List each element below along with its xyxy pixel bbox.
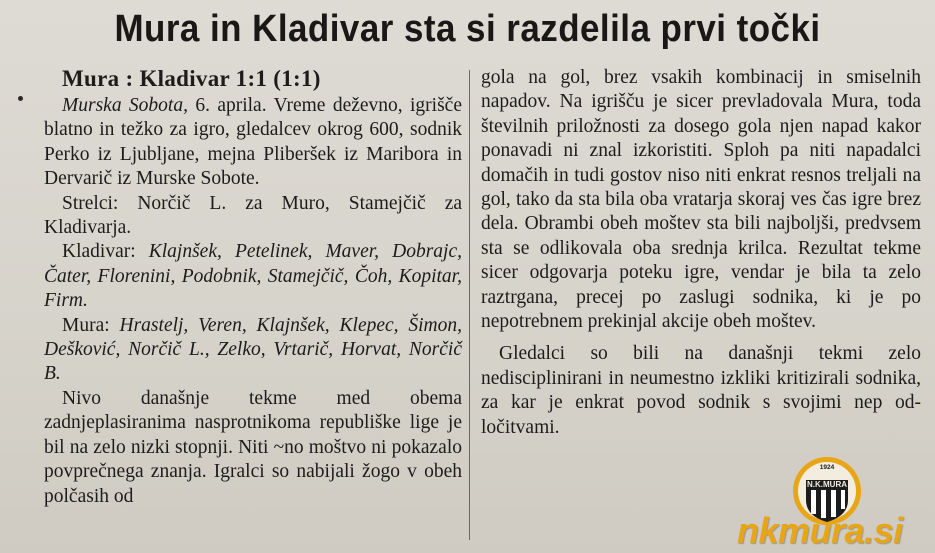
mura-label: Mura:	[62, 314, 120, 336]
paragraph-play: gola na gol, brez vsakih kombinacij in smiselnih napadov. Na igrišču je sicer prevladovala Mura, toda številnih priložnosti za dosego gola njen napad kakor ponavadi ni znal izkoristiti. Sploh pa niti napadalci domačih in tudi gostov niso niti enkrat resnos treljali na gol, tako da sta bila oba vratarja skoraj ves čas igre brez dela. Obrambi obeh moštev sta bili najboljši, predvsem sta se odlikovala oba srednja krilca. Rezultat tekme sicer odgovarja poteku igre, vendar je bila ta zelo raztrgana, precej po zaslugi sodnika, ki je po nepotrebnem prekinjal akcije obeh moštev.	[481, 67, 921, 333]
kladivar-label: Kladivar:	[62, 241, 149, 263]
left-column	[44, 66, 462, 509]
match-details	[44, 94, 462, 192]
paragraph-spectators: Gledalci so bili na današnji tekmi zelo nedisciplinirani in neumestno izkliki kritizirali sodnika, za kar je enkrat povod sodnik s svojimi nep od- ločitvami.	[481, 343, 921, 438]
kladivar-lineup	[44, 240, 462, 313]
headline: Mura in Kladivar sta si razdelila prvi točki	[114, 8, 821, 50]
logo-year: 1924	[819, 464, 835, 471]
scorers: Strelci: Norčič L. za Muro, Stamejčič za Kladivarja.	[44, 192, 462, 239]
mura-lineup	[44, 314, 462, 387]
kladivar-players: Klajnšek, Petelinek, Maver, Dobrajc, Čater, Florenini, Podobnik, Stamejčič, Čoh, Kopitar, Firm.	[44, 241, 463, 312]
dateline-place: Murska Sobota,	[62, 95, 188, 116]
right-column	[481, 66, 921, 440]
mura-players: Hrastelj, Veren, Klajnšek, Klepec, Šimon, Dešković, Norčič L., Zelko, Vrtarič, Horvat, Norčič B.	[44, 314, 463, 385]
match-result: Mura : Kladivar 1:1 (1:1)	[62, 66, 321, 91]
paragraph-level: Nivo današnje tekme med obema zadnjeplasiranima nasprotnikoma republiške lige je bil na zelo nizki stopnji. Niti ~no moštvo ni pokazalo povprečnega znanja. Igralci so nabijali žogo v obeh polčasih od	[44, 387, 462, 507]
logo-text: N.K.MURA	[807, 480, 847, 489]
bullet-mark	[18, 96, 23, 101]
column-divider	[469, 70, 470, 540]
site-watermark: nkmura.si	[737, 510, 903, 551]
dateline-text: 6. aprila. Vreme deževno, igrišče blatno in težko za igro, gledalcev okrog 600, sodnik Perko iz Ljubljane, mejna Pliberšek iz Maribora in Dervarič iz Murske Sobote.	[44, 95, 462, 190]
